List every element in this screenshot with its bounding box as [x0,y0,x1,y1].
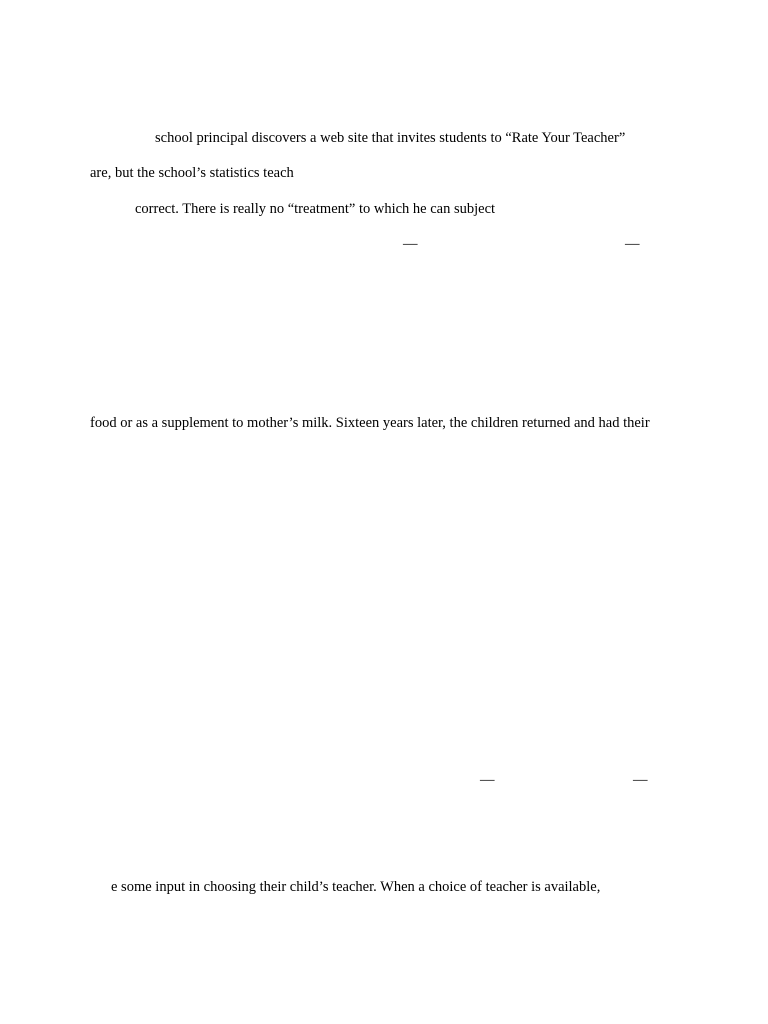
text-line-3: correct. There is really no “treatment” to which he can subject [135,201,496,217]
em-dash-3: — [480,772,495,788]
text-line-2: are, but the school’s statistics teach [90,165,294,181]
text-line-1: school principal discovers a web site that invites students to “Rate Your Teacher” [155,130,626,146]
em-dash-2: — [625,236,640,252]
text-line-5: e some input in choosing their child’s teacher. When a choice of teacher is available, [111,879,601,895]
em-dash-1: — [403,236,418,252]
em-dash-4: — [633,772,648,788]
text-line-4: food or as a supplement to mother’s milk. Sixteen years later, the children returned and had their [90,415,650,431]
